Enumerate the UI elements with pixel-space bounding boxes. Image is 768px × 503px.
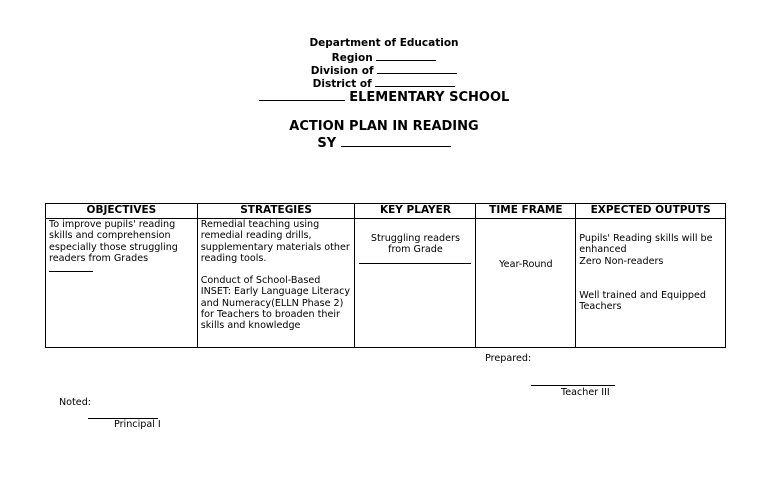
col-strategies: STRATEGIES xyxy=(197,204,355,219)
document-title: ACTION PLAN IN READING xyxy=(289,119,479,134)
col-key-player: KEY PLAYER xyxy=(355,204,476,219)
table-header-row xyxy=(46,204,726,219)
strategy-2: Conduct of School-Based INSET: Early Language Literacy and Numeracy(ELLN Phase 2) for Teachers to broaden their skills and knowledge xyxy=(200,275,351,332)
col-time-frame: TIME FRAME xyxy=(476,204,576,219)
table-row xyxy=(46,219,726,348)
key-player-cell xyxy=(355,219,476,348)
prepared-label: Prepared: xyxy=(485,353,532,364)
strategy-1: Remedial teaching using remedial reading drills, supplementary materials other reading tools. xyxy=(200,219,350,264)
sy-blank xyxy=(341,136,451,147)
col-expected-outputs: EXPECTED OUTPUTS xyxy=(576,204,726,219)
school-year-line xyxy=(0,136,768,151)
key-player-text: Struggling readers from Grade xyxy=(370,233,460,256)
noted-label: Noted: xyxy=(59,397,92,408)
school-blank xyxy=(259,90,345,101)
principal-title: Principal I xyxy=(114,419,161,430)
teacher-title: Teacher III xyxy=(561,387,610,398)
school-line xyxy=(0,90,768,105)
division-blank xyxy=(377,63,457,74)
school-label: ELEMENTARY SCHOOL xyxy=(349,90,510,105)
district-blank xyxy=(375,76,455,87)
grades-blank xyxy=(49,265,93,272)
district-label: District of xyxy=(312,78,372,90)
grade-blank xyxy=(359,257,471,264)
objectives-cell xyxy=(46,219,198,348)
department-heading: Department of Education xyxy=(309,37,459,49)
strategies-cell xyxy=(197,219,355,348)
output-1: Pupils' Reading skills will be enhanced xyxy=(579,233,713,256)
time-frame-cell xyxy=(476,219,576,348)
division-label: Division of xyxy=(310,65,374,77)
objectives-text: To improve pupils' reading skills and comprehension especially those struggling readers from Grades xyxy=(49,219,178,264)
output-3: Well trained and Equipped Teachers xyxy=(579,289,707,313)
output-2: Zero Non-readers xyxy=(579,255,664,267)
teacher-signature-line xyxy=(531,385,615,386)
district-line xyxy=(0,76,768,91)
expected-outputs-cell xyxy=(576,219,726,348)
sy-label: SY xyxy=(317,136,337,151)
region-label: Region xyxy=(331,52,373,64)
action-plan-table xyxy=(45,203,726,348)
region-blank xyxy=(376,50,436,61)
col-objectives: OBJECTIVES xyxy=(46,204,198,219)
time-frame-text: Year-Round xyxy=(499,259,553,270)
